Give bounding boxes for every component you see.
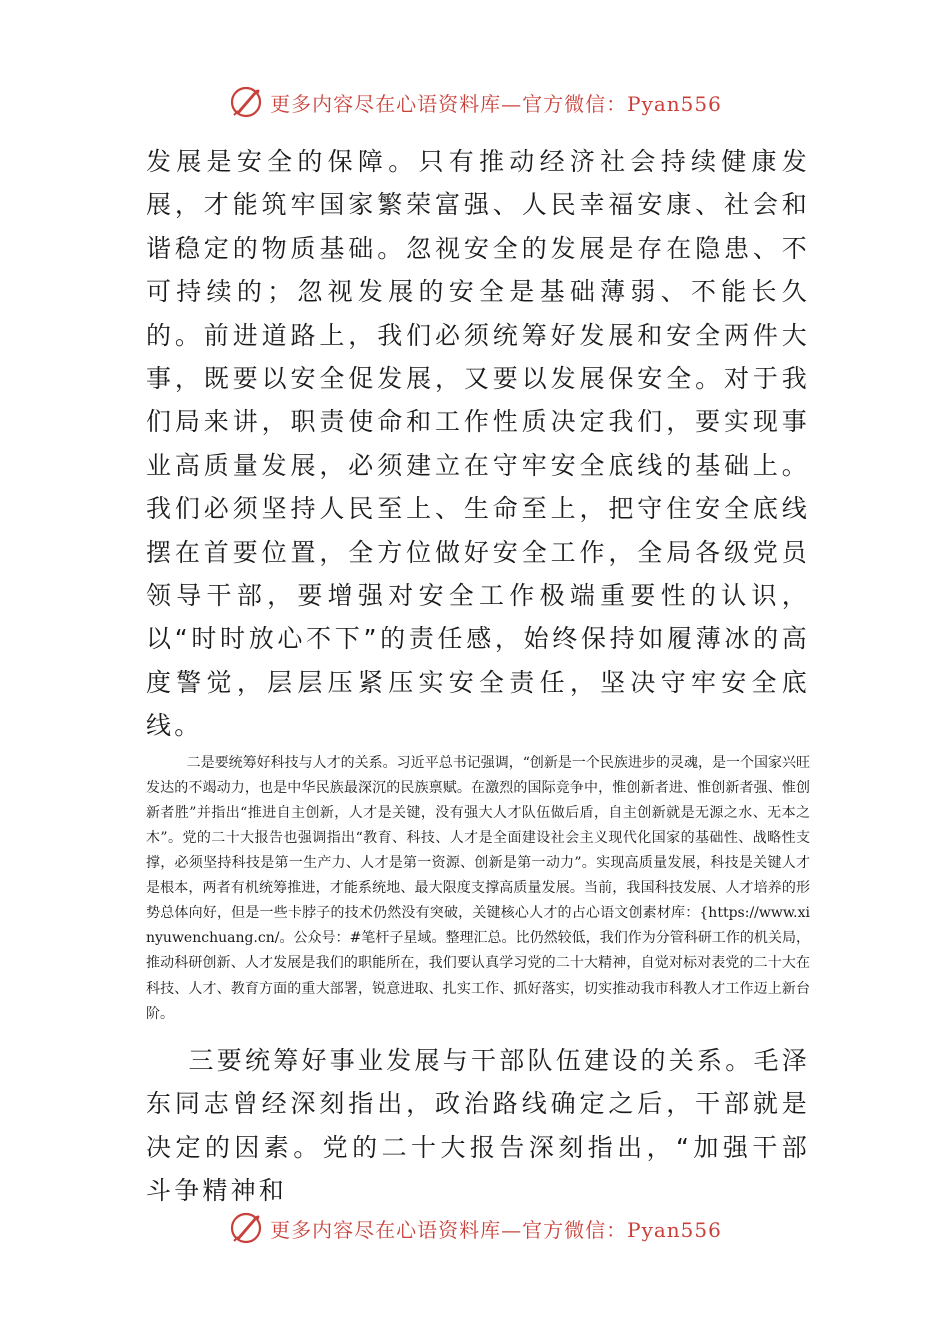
footer-banner [0,1208,950,1248]
header-banner [0,82,950,122]
footer-banner-text: 更多内容尽在心语资料库—官方微信：Pyan556 [270,1217,722,1242]
quill-pen-logo-icon [228,84,264,120]
header-banner-text: 更多内容尽在心语资料库—官方微信：Pyan556 [270,91,722,116]
quill-pen-logo-icon [228,1210,264,1246]
paragraph-technology-talent: 二是要统筹好科技与人才的关系。习近平总书记强调，“创新是一个民族进步的灵魂，是一个国家兴旺发达的不竭动力，也是中华民族最深沉的民族禀赋。在激烈的国际竞争中，惟创新者进、惟创新者强、惟创新者胜”并指出“推进自主创新，人才是关键，没有强大人才队伍做后盾，自主创新就是无源之水、无本之木”。党的二十大报告也强调指出“教育、科技、人才是全面建设社会主义现代化国家的基础性、战略性支撑，必须坚持科技是第一生产力、人才是第一资源、创新是第一动力”。实现高质量发展，科技是关键人才是根本，两者有机统筹推进，才能系统地、最大限度支撑高质量发展。当前，我国科技发展、人才培养的形势总体向好，但是一些卡脖子的技术仍然没有突破，关键核心人才的占心语文创素材库：{https://www.xinyuwenchuang.cn/。公众号：#笔杆子星域。整理汇总。比仍然较低，我们作为分管科研工作的机关局，推动科研创新、人才发展是我们的职能所在，我们要认真学习党的二十大精神，自觉对标对表党的二十大在科技、人才、教育方面的重大部署，锐意进取、扎实工作、抓好落实，切实推动我市科教人才工作迈上新台阶。 [146,754,810,1022]
paragraph-security-development: 发展是安全的保障。只有推动经济社会持续健康发展，才能筑牢国家繁荣富强、人民幸福安康、社会和谐稳定的物质基础。忽视安全的发展是存在隐患、不可持续的；忽视发展的安全是基础薄弱、不能长久的。前进道路上，我们必须统筹好发展和安全两件大事，既要以安全促发展，又要以发展保安全。对于我们局来讲，职责使命和工作性质决定我们，要实现事业高质量发展，必须建立在守牢安全底线的基础上。我们必须坚持人民至上、生命至上，把守住安全底线摆在首要位置，全方位做好安全工作，全局各级党员领导干部，要增强对安全工作极端重要性的认识，以“时时放心不下”的责任感，始终保持如履薄冰的高度警觉，层层压紧压实安全责任，坚决守牢安全底线。 [146,147,810,741]
document-body [146,140,810,1212]
paragraph-cadre-building: 三要统筹好事业发展与干部队伍建设的关系。毛泽东同志曾经深刻指出，政治路线确定之后，干部就是决定的因素。党的二十大报告深刻指出，“加强干部斗争精神和 [146,1045,810,1205]
